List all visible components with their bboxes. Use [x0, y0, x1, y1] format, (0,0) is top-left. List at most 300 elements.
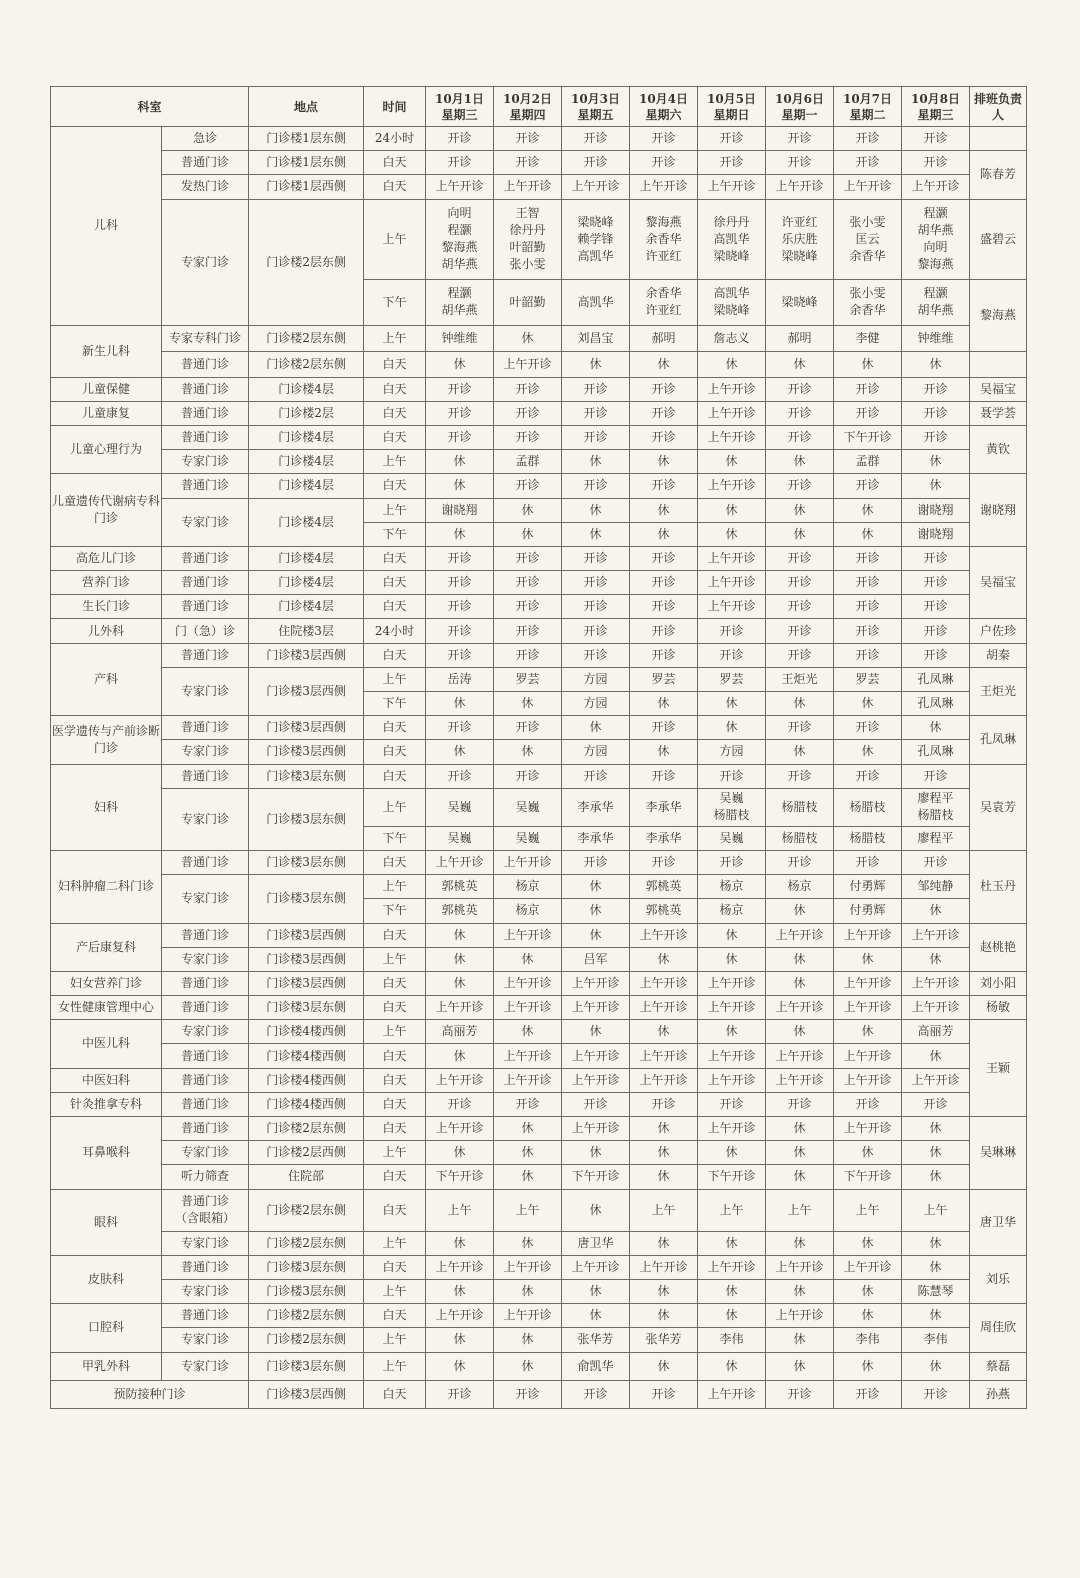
schedule-cell: 方园	[562, 692, 630, 716]
schedule-cell: 开诊	[834, 716, 902, 740]
schedule-cell: 休	[834, 692, 902, 716]
schedule-cell: 休	[834, 498, 902, 522]
schedule-cell: 杨京	[698, 899, 766, 923]
schedule-cell: 开诊	[630, 716, 698, 740]
time-cell: 上午	[364, 498, 426, 522]
schedule-cell: 休	[766, 740, 834, 764]
responsible-cell: 胡秦	[970, 643, 1027, 667]
schedule-cell: 上午开诊	[426, 1068, 494, 1092]
dept-cell: 生长门诊	[51, 595, 162, 619]
schedule-cell: 休	[562, 351, 630, 377]
schedule-cell: 上午开诊	[562, 1044, 630, 1068]
clinic-type-cell: 专家门诊	[162, 1020, 249, 1044]
schedule-cell: 开诊	[426, 546, 494, 570]
schedule-cell: 李承华	[630, 788, 698, 826]
time-cell: 白天	[364, 1255, 426, 1279]
time-cell: 白天	[364, 850, 426, 874]
location-cell: 住院楼3层	[249, 619, 364, 643]
schedule-cell: 开诊	[766, 595, 834, 619]
clinic-type-cell: 专家门诊	[162, 450, 249, 474]
schedule-cell: 开诊	[766, 571, 834, 595]
clinic-type-cell: 专家门诊	[162, 199, 249, 325]
location-cell: 门诊楼2层东侧	[249, 351, 364, 377]
schedule-cell: 吴巍	[494, 826, 562, 850]
schedule-cell: 俞凯华	[562, 1352, 630, 1380]
schedule-cell: 上午开诊	[630, 1255, 698, 1279]
schedule-row	[51, 996, 1027, 1020]
schedule-cell: 上午	[494, 1189, 562, 1231]
schedule-row	[51, 498, 1027, 522]
location-cell: 门诊楼3层西侧	[249, 716, 364, 740]
clinic-type-cell: 普通门诊	[162, 425, 249, 449]
schedule-cell: 开诊	[630, 425, 698, 449]
schedule-cell: 上午开诊	[698, 1117, 766, 1141]
clinic-type-cell: 普通门诊	[162, 1092, 249, 1116]
time-cell: 上午	[364, 1328, 426, 1352]
schedule-cell: 休	[562, 1279, 630, 1303]
schedule-cell: 休	[494, 1141, 562, 1165]
time-cell: 24小时	[364, 619, 426, 643]
schedule-cell: 开诊	[562, 595, 630, 619]
responsible-cell: 孔凤琳	[970, 716, 1027, 764]
clinic-type-cell: 普通门诊	[162, 850, 249, 874]
responsible-cell: 吴福宝	[970, 377, 1027, 401]
time-cell: 白天	[364, 377, 426, 401]
schedule-cell: 休	[426, 740, 494, 764]
dept-cell: 妇科肿瘤二科门诊	[51, 850, 162, 923]
schedule-cell: 上午开诊	[426, 175, 494, 199]
schedule-cell: 休	[630, 498, 698, 522]
schedule-cell: 开诊	[426, 377, 494, 401]
schedule-cell: 休	[834, 1352, 902, 1380]
responsible-cell: 聂学荟	[970, 401, 1027, 425]
schedule-cell: 休	[494, 1231, 562, 1255]
clinic-type-cell: 普通门诊	[162, 1117, 249, 1141]
schedule-cell: 开诊	[426, 595, 494, 619]
header-location: 地点	[249, 87, 364, 127]
schedule-cell: 上午开诊	[698, 595, 766, 619]
clinic-type-cell: 专家门诊	[162, 875, 249, 923]
clinic-type-cell: 普通门诊	[162, 1255, 249, 1279]
schedule-cell: 梁晓峰 赖学锋 高凯华	[562, 199, 630, 279]
schedule-cell: 上午开诊	[766, 175, 834, 199]
location-cell: 门诊楼4层	[249, 595, 364, 619]
time-cell: 白天	[364, 401, 426, 425]
schedule-cell: 休	[562, 1141, 630, 1165]
clinic-type-cell: 普通门诊	[162, 971, 249, 995]
schedule-cell: 休	[426, 1328, 494, 1352]
clinic-type-cell: 普通门诊	[162, 571, 249, 595]
schedule-cell: 张华芳	[630, 1328, 698, 1352]
schedule-row	[51, 1165, 1027, 1189]
schedule-cell: 开诊	[562, 643, 630, 667]
location-cell: 门诊楼4楼西侧	[249, 1068, 364, 1092]
schedule-row	[51, 199, 1027, 279]
schedule-cell: 开诊	[698, 619, 766, 643]
schedule-cell: 休	[834, 1304, 902, 1328]
schedule-cell: 开诊	[630, 643, 698, 667]
schedule-cell: 开诊	[766, 764, 834, 788]
schedule-cell: 休	[834, 1141, 902, 1165]
schedule-cell: 上午开诊	[426, 1255, 494, 1279]
schedule-cell: 开诊	[766, 425, 834, 449]
location-cell: 门诊楼3层东侧	[249, 1255, 364, 1279]
schedule-cell: 上午开诊	[562, 1068, 630, 1092]
header-day: 10月7日 星期二	[834, 87, 902, 127]
schedule-cell: 钟维维	[902, 325, 970, 351]
schedule-cell: 休	[426, 1141, 494, 1165]
schedule-cell: 休	[834, 1020, 902, 1044]
schedule-cell: 上午开诊	[426, 1304, 494, 1328]
schedule-cell: 黎海燕 余香华 许亚红	[630, 199, 698, 279]
schedule-cell: 休	[426, 1044, 494, 1068]
clinic-type-cell: 专家门诊	[162, 498, 249, 546]
dept-cell: 眼科	[51, 1189, 162, 1255]
schedule-cell: 休	[494, 325, 562, 351]
schedule-cell: 上午开诊	[698, 474, 766, 498]
schedule-cell: 休	[494, 1165, 562, 1189]
schedule-cell: 开诊	[426, 1380, 494, 1408]
schedule-cell: 上午开诊	[766, 1304, 834, 1328]
time-cell: 上午	[364, 199, 426, 279]
schedule-cell: 刘昌宝	[562, 325, 630, 351]
schedule-cell: 开诊	[630, 595, 698, 619]
schedule-cell: 休	[766, 1279, 834, 1303]
schedule-cell: 开诊	[426, 401, 494, 425]
schedule-row	[51, 1189, 1027, 1231]
schedule-cell: 叶韶勤	[494, 279, 562, 325]
schedule-cell: 开诊	[562, 1092, 630, 1116]
time-cell: 白天	[364, 996, 426, 1020]
schedule-cell: 开诊	[494, 1380, 562, 1408]
location-cell: 门诊楼4层	[249, 450, 364, 474]
clinic-type-cell: 普通门诊	[162, 377, 249, 401]
schedule-cell: 开诊	[562, 377, 630, 401]
schedule-cell: 休	[766, 1165, 834, 1189]
schedule-cell: 休	[902, 1117, 970, 1141]
schedule-cell: 开诊	[562, 151, 630, 175]
time-cell: 上午	[364, 325, 426, 351]
schedule-cell: 开诊	[630, 1092, 698, 1116]
responsible-cell: 黄钦	[970, 425, 1027, 473]
schedule-cell: 休	[698, 947, 766, 971]
schedule-cell: 休	[562, 923, 630, 947]
dept-cell: 儿童遗传代谢病专科门诊	[51, 474, 162, 547]
schedule-cell: 休	[902, 1044, 970, 1068]
schedule-row	[51, 1380, 1027, 1408]
schedule-cell: 上午开诊	[494, 1044, 562, 1068]
schedule-cell: 徐丹丹 高凯华 梁晓峰	[698, 199, 766, 279]
schedule-cell: 廖程平 杨腊枝	[902, 788, 970, 826]
schedule-cell: 休	[766, 1117, 834, 1141]
schedule-cell: 开诊	[562, 619, 630, 643]
schedule-cell: 王炬光	[766, 667, 834, 691]
schedule-cell: 开诊	[494, 151, 562, 175]
schedule-cell: 杨腊枝	[766, 788, 834, 826]
schedule-cell: 上午开诊	[562, 971, 630, 995]
location-cell: 门诊楼4层	[249, 546, 364, 570]
schedule-cell: 罗芸	[630, 667, 698, 691]
time-cell: 上午	[364, 947, 426, 971]
schedule-cell: 上午开诊	[494, 923, 562, 947]
schedule-cell: 开诊	[630, 764, 698, 788]
schedule-cell: 休	[426, 971, 494, 995]
schedule-cell: 吴巍	[426, 826, 494, 850]
schedule-cell: 休	[426, 692, 494, 716]
schedule-cell: 李伟	[902, 1328, 970, 1352]
schedule-cell: 开诊	[494, 377, 562, 401]
clinic-type-cell: 门（急）诊	[162, 619, 249, 643]
schedule-cell: 谢晓翔	[902, 522, 970, 546]
schedule-cell: 廖程平	[902, 826, 970, 850]
schedule-cell: 吴巍	[426, 788, 494, 826]
clinic-type-cell: 专家门诊	[162, 1352, 249, 1380]
clinic-type-cell: 普通门诊 （含眼箱）	[162, 1189, 249, 1231]
time-cell: 白天	[364, 643, 426, 667]
schedule-row	[51, 764, 1027, 788]
time-cell: 上午	[364, 1352, 426, 1380]
schedule-cell: 詹志义	[698, 325, 766, 351]
schedule-cell: 谢晓翔	[902, 498, 970, 522]
schedule-cell: 休	[698, 1279, 766, 1303]
schedule-cell: 休	[766, 522, 834, 546]
header-day: 10月2日 星期四	[494, 87, 562, 127]
schedule-cell: 方园	[562, 667, 630, 691]
schedule-cell: 上午开诊	[630, 971, 698, 995]
schedule-cell: 上午开诊	[630, 923, 698, 947]
dept-cell: 营养门诊	[51, 571, 162, 595]
schedule-cell: 开诊	[902, 850, 970, 874]
schedule-cell: 上午开诊	[494, 351, 562, 377]
schedule-cell: 杨腊枝	[834, 788, 902, 826]
schedule-cell: 上午开诊	[698, 546, 766, 570]
dept-cell: 医学遗传与产前诊断门诊	[51, 716, 162, 764]
schedule-cell: 休	[630, 1020, 698, 1044]
time-cell: 白天	[364, 1092, 426, 1116]
time-cell: 上午	[364, 450, 426, 474]
schedule-cell: 上午开诊	[562, 175, 630, 199]
clinic-type-cell: 普通门诊	[162, 716, 249, 740]
responsible-cell: 吴袁芳	[970, 764, 1027, 850]
schedule-cell: 开诊	[834, 474, 902, 498]
schedule-cell: 开诊	[494, 401, 562, 425]
schedule-cell: 上午	[766, 1189, 834, 1231]
schedule-row	[51, 571, 1027, 595]
schedule-row	[51, 450, 1027, 474]
schedule-cell: 开诊	[834, 401, 902, 425]
schedule-cell: 休	[562, 899, 630, 923]
time-cell: 白天	[364, 175, 426, 199]
schedule-cell: 下午开诊	[834, 1165, 902, 1189]
schedule-cell: 休	[562, 716, 630, 740]
schedule-cell: 休	[494, 740, 562, 764]
time-cell: 白天	[364, 425, 426, 449]
dept-cell: 妇女营养门诊	[51, 971, 162, 995]
schedule-cell: 孔凤琳	[902, 740, 970, 764]
schedule-cell: 上午开诊	[698, 1044, 766, 1068]
schedule-cell: 休	[766, 1141, 834, 1165]
schedule-cell: 上午	[426, 1189, 494, 1231]
clinic-type-cell: 普通门诊	[162, 1044, 249, 1068]
schedule-row	[51, 947, 1027, 971]
schedule-cell: 休	[766, 1231, 834, 1255]
schedule-cell: 休	[834, 522, 902, 546]
clinic-type-cell: 普通门诊	[162, 1068, 249, 1092]
schedule-cell: 休	[562, 522, 630, 546]
schedule-cell: 开诊	[630, 1380, 698, 1408]
header-dept: 科室	[51, 87, 249, 127]
schedule-cell: 郭桃英	[426, 899, 494, 923]
schedule-cell: 开诊	[426, 127, 494, 151]
dept-cell: 口腔科	[51, 1304, 162, 1352]
schedule-cell: 开诊	[630, 850, 698, 874]
time-cell: 下午	[364, 692, 426, 716]
schedule-cell: 开诊	[834, 377, 902, 401]
schedule-cell: 休	[630, 1279, 698, 1303]
dept-cell: 甲乳外科	[51, 1352, 162, 1380]
schedule-row	[51, 351, 1027, 377]
schedule-cell: 休	[494, 1328, 562, 1352]
schedule-cell: 开诊	[494, 546, 562, 570]
schedule-cell: 郭桃英	[426, 875, 494, 899]
schedule-cell: 罗芸	[698, 667, 766, 691]
schedule-cell: 开诊	[902, 546, 970, 570]
schedule-cell: 上午开诊	[494, 850, 562, 874]
schedule-cell: 开诊	[494, 1092, 562, 1116]
schedule-cell: 开诊	[902, 151, 970, 175]
schedule-cell: 孔凤琳	[902, 692, 970, 716]
clinic-type-cell: 专家门诊	[162, 1231, 249, 1255]
schedule-cell: 开诊	[698, 643, 766, 667]
schedule-cell: 上午开诊	[698, 1255, 766, 1279]
dept-cell: 耳鼻喉科	[51, 1117, 162, 1190]
schedule-cell: 杨腊枝	[834, 826, 902, 850]
location-cell: 门诊楼2层西侧	[249, 1141, 364, 1165]
clinic-type-cell: 普通门诊	[162, 1304, 249, 1328]
header-responsible: 排班负责人	[970, 87, 1027, 127]
schedule-row	[51, 716, 1027, 740]
time-cell: 白天	[364, 1117, 426, 1141]
schedule-cell: 程灏 胡华燕 向明 黎海燕	[902, 199, 970, 279]
schedule-cell: 开诊	[426, 151, 494, 175]
clinic-type-cell: 普通门诊	[162, 923, 249, 947]
header-day: 10月8日 星期三	[902, 87, 970, 127]
responsible-cell: 盛碧云	[970, 199, 1027, 279]
schedule-cell: 开诊	[630, 571, 698, 595]
schedule-cell: 休	[426, 522, 494, 546]
schedule-cell: 梁晓峰	[766, 279, 834, 325]
schedule-row	[51, 643, 1027, 667]
schedule-cell: 上午开诊	[698, 571, 766, 595]
schedule-cell: 杨京	[698, 875, 766, 899]
schedule-cell: 休	[630, 947, 698, 971]
clinic-type-cell: 普通门诊	[162, 546, 249, 570]
schedule-cell: 开诊	[426, 764, 494, 788]
schedule-cell: 孔凤琳	[902, 667, 970, 691]
time-cell: 下午	[364, 826, 426, 850]
schedule-cell: 张小雯 余香华	[834, 279, 902, 325]
schedule-cell: 下午开诊	[834, 425, 902, 449]
schedule-cell: 休	[902, 899, 970, 923]
dept-cell: 高危儿门诊	[51, 546, 162, 570]
responsible-cell: 吴琳琳	[970, 1117, 1027, 1190]
schedule-cell: 上午开诊	[834, 1044, 902, 1068]
location-cell: 门诊楼3层东侧	[249, 875, 364, 923]
schedule-cell: 休	[630, 351, 698, 377]
schedule-cell: 休	[426, 947, 494, 971]
dept-cell: 妇科	[51, 764, 162, 850]
location-cell: 门诊楼3层东侧	[249, 788, 364, 850]
location-cell: 门诊楼3层西侧	[249, 740, 364, 764]
schedule-cell: 开诊	[630, 619, 698, 643]
schedule-cell: 休	[902, 947, 970, 971]
schedule-row	[51, 875, 1027, 899]
schedule-cell: 休	[630, 1141, 698, 1165]
schedule-cell: 休	[766, 1328, 834, 1352]
schedule-cell: 岳涛	[426, 667, 494, 691]
schedule-cell: 开诊	[494, 619, 562, 643]
schedule-cell: 高丽芳	[426, 1020, 494, 1044]
schedule-cell: 休	[630, 1304, 698, 1328]
schedule-cell: 上午开诊	[834, 1117, 902, 1141]
schedule-cell: 上午开诊	[562, 1117, 630, 1141]
time-cell: 白天	[364, 1304, 426, 1328]
schedule-cell: 休	[494, 498, 562, 522]
schedule-cell: 休	[698, 1352, 766, 1380]
schedule-cell: 唐卫华	[562, 1231, 630, 1255]
schedule-cell: 开诊	[902, 425, 970, 449]
schedule-cell: 开诊	[494, 764, 562, 788]
clinic-type-cell: 普通门诊	[162, 996, 249, 1020]
time-cell: 白天	[364, 151, 426, 175]
schedule-cell: 休	[630, 450, 698, 474]
dept-cell: 皮肤科	[51, 1255, 162, 1303]
schedule-cell: 休	[698, 1231, 766, 1255]
schedule-cell: 开诊	[834, 1380, 902, 1408]
schedule-cell: 休	[766, 450, 834, 474]
responsible-cell: 周佳欣	[970, 1304, 1027, 1352]
schedule-cell: 付勇辉	[834, 875, 902, 899]
time-cell: 白天	[364, 1189, 426, 1231]
schedule-cell: 付勇辉	[834, 899, 902, 923]
schedule-cell: 上午开诊	[494, 1068, 562, 1092]
schedule-row	[51, 971, 1027, 995]
header-day: 10月5日 星期日	[698, 87, 766, 127]
dept-cell: 新生儿科	[51, 325, 162, 377]
time-cell: 下午	[364, 522, 426, 546]
time-cell: 24小时	[364, 127, 426, 151]
schedule-cell: 上午开诊	[426, 1117, 494, 1141]
schedule-row	[51, 1304, 1027, 1328]
schedule-row	[51, 1117, 1027, 1141]
schedule-cell: 休	[426, 474, 494, 498]
schedule-cell: 上午开诊	[698, 377, 766, 401]
schedule-cell: 休	[630, 522, 698, 546]
location-cell: 门诊楼3层西侧	[249, 643, 364, 667]
time-cell: 白天	[364, 571, 426, 595]
responsible-cell: 杜玉丹	[970, 850, 1027, 923]
schedule-cell: 休	[630, 1231, 698, 1255]
schedule-row	[51, 425, 1027, 449]
time-cell: 白天	[364, 971, 426, 995]
schedule-cell: 上午开诊	[698, 1068, 766, 1092]
time-cell: 上午	[364, 1020, 426, 1044]
schedule-cell: 李健	[834, 325, 902, 351]
schedule-cell: 休	[494, 947, 562, 971]
schedule-cell: 上午开诊	[766, 923, 834, 947]
time-cell: 上午	[364, 667, 426, 691]
responsible-cell	[970, 127, 1027, 151]
